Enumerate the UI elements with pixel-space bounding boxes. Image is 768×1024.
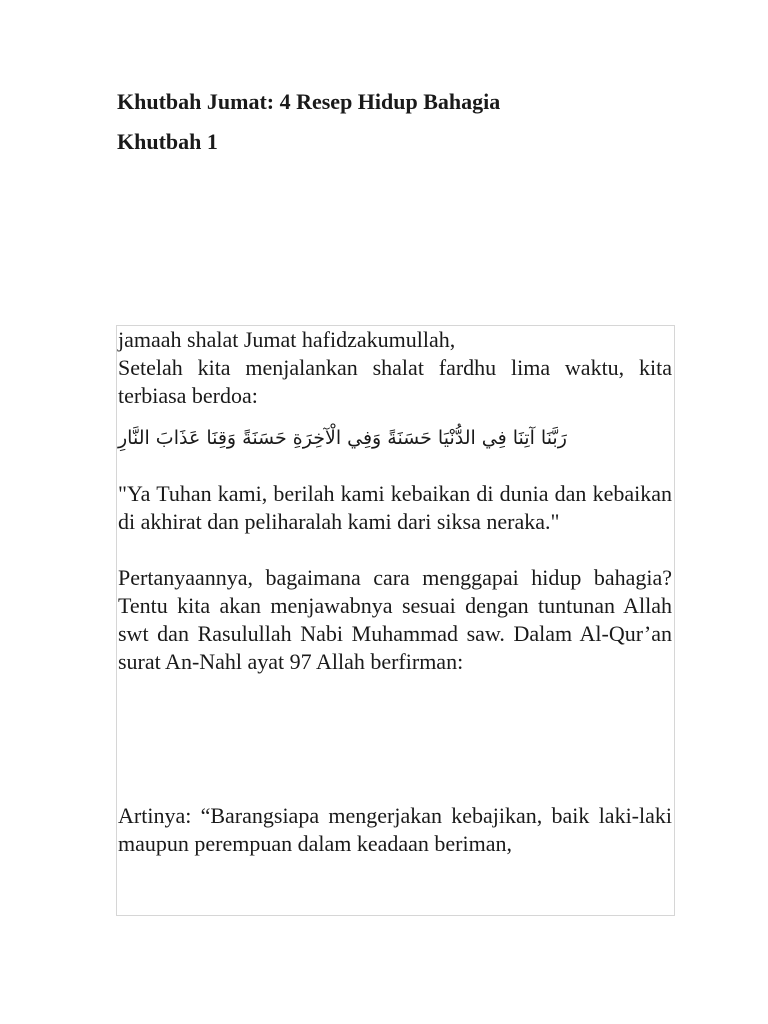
question-paragraph: Pertanyaannya, bagaimana cara menggapai hidup bahagia? Tentu kita akan menjawabnya sesuai dengan tuntunan Allah swt dan Rasulullah Nabi Muhammad saw. Dalam Al-Qur’an surat An-Nahl ayat 97 Allah berfirman: xyxy=(118,565,672,674)
section-title: Khutbah 1 xyxy=(117,129,218,154)
arabic-doa: رَبَّنَا آتِنَا فِي الدُّنْيَا حَسَنَةً وَفِي الْآخِرَةِ حَسَنَةً وَقِنَا عَذَابَ النَّارِ xyxy=(118,427,567,449)
greeting-line: jamaah shalat Jumat hafidzakumullah, xyxy=(118,327,456,352)
content-body xyxy=(117,326,674,858)
content-frame xyxy=(116,325,675,916)
document-title: Khutbah Jumat: 4 Resep Hidup Bahagia xyxy=(117,89,501,114)
doa-translation: "Ya Tuhan kami, berilah kami kebaikan di dunia dan kebaikan di akhirat dan peliharalah kami dari siksa neraka." xyxy=(118,481,672,534)
verse-image-placeholder xyxy=(118,676,672,774)
intro-paragraph: Setelah kita menjalankan shalat fardhu lima waktu, kita terbiasa berdoa: xyxy=(118,355,672,408)
verse-meaning: Artinya: “Barangsiapa mengerjakan kebajikan, baik laki-laki maupun perempuan dalam keadaan beriman, xyxy=(118,803,672,856)
